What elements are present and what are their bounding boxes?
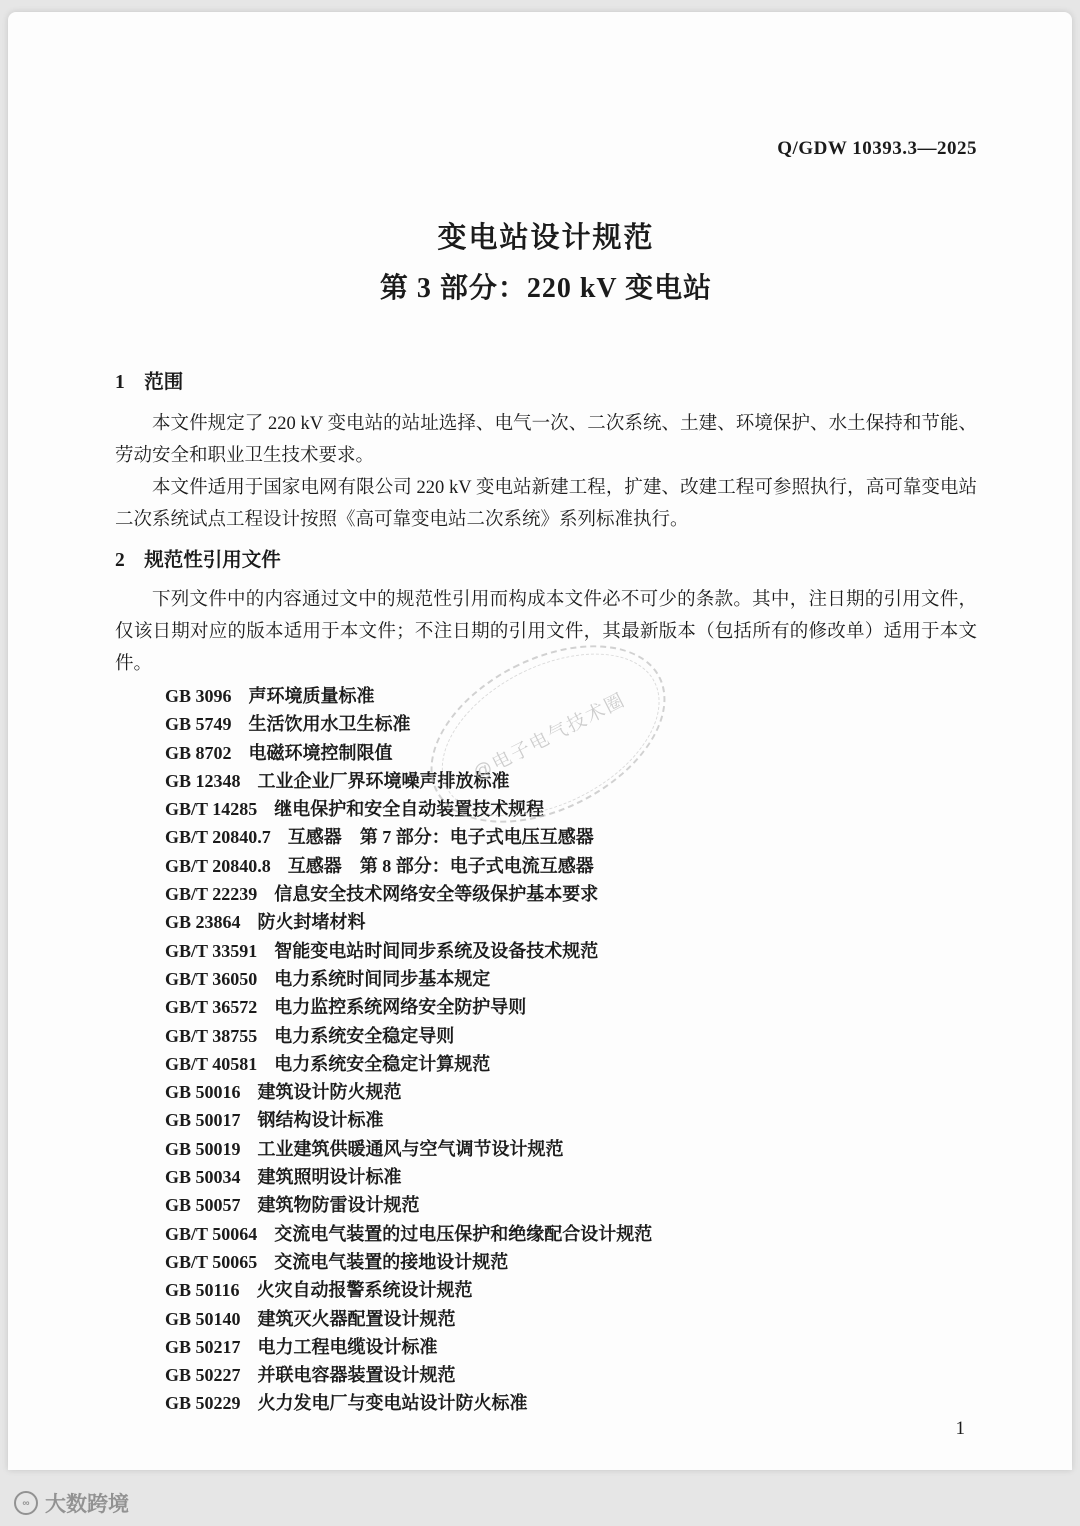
reference-title: 互感器 第 7 部分：电子式电压互感器 [287,827,594,848]
reference-item [165,1022,977,1050]
reference-item [165,1135,977,1163]
reference-item [165,937,977,965]
reference-title: 工业建筑供暖通风与空气调节设计规范 [257,1138,564,1159]
section-1-paragraph-1: 本文件规定了 220 kV 变电站的站址选择、电气一次、二次系统、土建、环境保护、水土保持和节能、劳动安全和职业卫生技术要求。 [115,414,977,466]
reference-item [165,823,977,851]
reference-title: 交流电气装置的过电压保护和绝缘配合设计规范 [274,1223,653,1244]
reference-title: 智能变电站时间同步系统及设备技术规范 [274,940,599,961]
document-page [8,12,1072,1470]
reference-title: 钢结构设计标准 [257,1110,384,1131]
reference-code: GB 12348 [165,770,241,791]
reference-item [165,767,977,795]
section-1-paragraph-2: 本文件适用于国家电网有限公司 220 kV 变电站新建工程，扩建、改建工程可参照执行，高可靠变电站二次系统试点工程设计按照《高可靠变电站二次系统》系列标准执行。 [115,478,977,530]
reference-code: GB 5749 [165,714,232,735]
reference-item [165,1333,977,1361]
reference-code: GB 50034 [165,1167,241,1188]
doc-title: 变电站设计规范 [437,222,655,254]
reference-code: GB 3096 [165,686,232,706]
reference-item [165,1248,977,1276]
reference-code: GB/T 22239 [165,884,258,905]
reference-item [165,795,977,823]
reference-item [165,908,977,936]
doc-subtitle: 第 3 部分：220 kV 变电站 [379,273,713,304]
reference-title: 电力系统时间同步基本规定 [274,968,491,989]
reference-title: 防火封堵材料 [257,912,366,933]
reference-title: 电力系统安全稳定导则 [274,1025,455,1046]
reference-item [165,1163,977,1191]
watermark-text: @电子电气技术圈 [469,689,630,785]
reference-item [165,852,977,880]
reference-code: GB 8702 [165,742,232,763]
section-2-heading: 2 规范性引用文件 [115,550,281,571]
reference-code: GB/T 38755 [165,1025,258,1046]
reference-item [165,1389,977,1417]
reference-item [165,682,977,710]
page-number: 1 [955,1417,965,1439]
reference-item [165,1276,977,1304]
reference-item [165,1220,977,1248]
reference-code: GB/T 36572 [165,997,258,1018]
reference-item [165,710,977,738]
reference-title: 继电保护和安全自动装置技术规程 [274,799,545,820]
reference-item [165,993,977,1021]
reference-code: GB/T 36050 [165,968,258,989]
reference-title: 建筑物防雷设计规范 [257,1195,420,1216]
reference-title: 交流电气装置的接地设计规范 [274,1251,509,1272]
reference-item [165,1050,977,1078]
reference-title: 火灾自动报警系统设计规范 [256,1280,473,1301]
reference-title: 建筑灭火器配置设计规范 [257,1308,456,1329]
reference-item [165,965,977,993]
reference-title: 建筑照明设计标准 [257,1167,402,1188]
reference-code: GB/T 20840.8 [165,855,271,876]
doc-number: Q/GDW 10393.3—2025 [777,138,977,159]
reference-title: 电力工程电缆设计标准 [257,1336,438,1357]
footer-logo-icon: ∞ [14,1491,38,1515]
reference-title: 并联电容器装置设计规范 [257,1365,456,1386]
footer-logo-text: 大数跨境 [45,1493,129,1516]
reference-code: GB/T 50064 [165,1223,258,1244]
reference-title: 互感器 第 8 部分：电子式电流互感器 [287,855,594,876]
reference-title: 电磁环境控制限值 [248,742,393,763]
reference-code: GB 50057 [165,1195,241,1216]
reference-code: GB 50116 [165,1280,240,1301]
footer-logo [14,1488,129,1518]
reference-code: GB/T 40581 [165,1053,258,1074]
reference-title: 电力系统安全稳定计算规范 [274,1053,491,1074]
reference-list [165,682,977,1418]
reference-code: GB/T 20840.7 [165,827,271,848]
reference-title: 信息安全技术网络安全等级保护基本要求 [274,884,599,905]
reference-item [165,1078,977,1106]
reference-code: GB 50229 [165,1393,241,1414]
reference-code: GB/T 33591 [165,940,258,961]
reference-title: 火力发电厂与变电站设计防火标准 [257,1393,528,1414]
page-content [8,12,1072,1470]
reference-code: GB 50017 [165,1110,241,1131]
reference-code: GB/T 50065 [165,1251,258,1272]
reference-item [165,1305,977,1333]
reference-title: 声环境质量标准 [248,686,375,706]
reference-item [165,1361,977,1389]
reference-item [165,1106,977,1134]
reference-code: GB 50019 [165,1138,241,1159]
reference-title: 生活饮用水卫生标准 [248,714,411,735]
reference-item [165,739,977,767]
section-1-heading: 1 范围 [115,372,184,393]
reference-title: 工业企业厂界环境噪声排放标准 [257,770,510,791]
reference-code: GB 23864 [165,912,241,933]
reference-code: GB 50227 [165,1365,241,1386]
reference-code: GB/T 14285 [165,799,258,820]
section-2-paragraph-1: 下列文件中的内容通过文中的规范性引用而构成本文件必不可少的条款。其中，注日期的引用文件，仅该日期对应的版本适用于本文件；不注日期的引用文件，其最新版本（包括所有的修改单）适用于本文件。 [115,590,977,674]
reference-item [165,880,977,908]
reference-code: GB 50140 [165,1308,241,1329]
reference-code: GB 50217 [165,1336,241,1357]
reference-code: GB 50016 [165,1082,241,1103]
reference-title: 电力监控系统网络安全防护导则 [274,997,527,1018]
reference-item [165,1191,977,1219]
reference-title: 建筑设计防火规范 [257,1082,402,1103]
